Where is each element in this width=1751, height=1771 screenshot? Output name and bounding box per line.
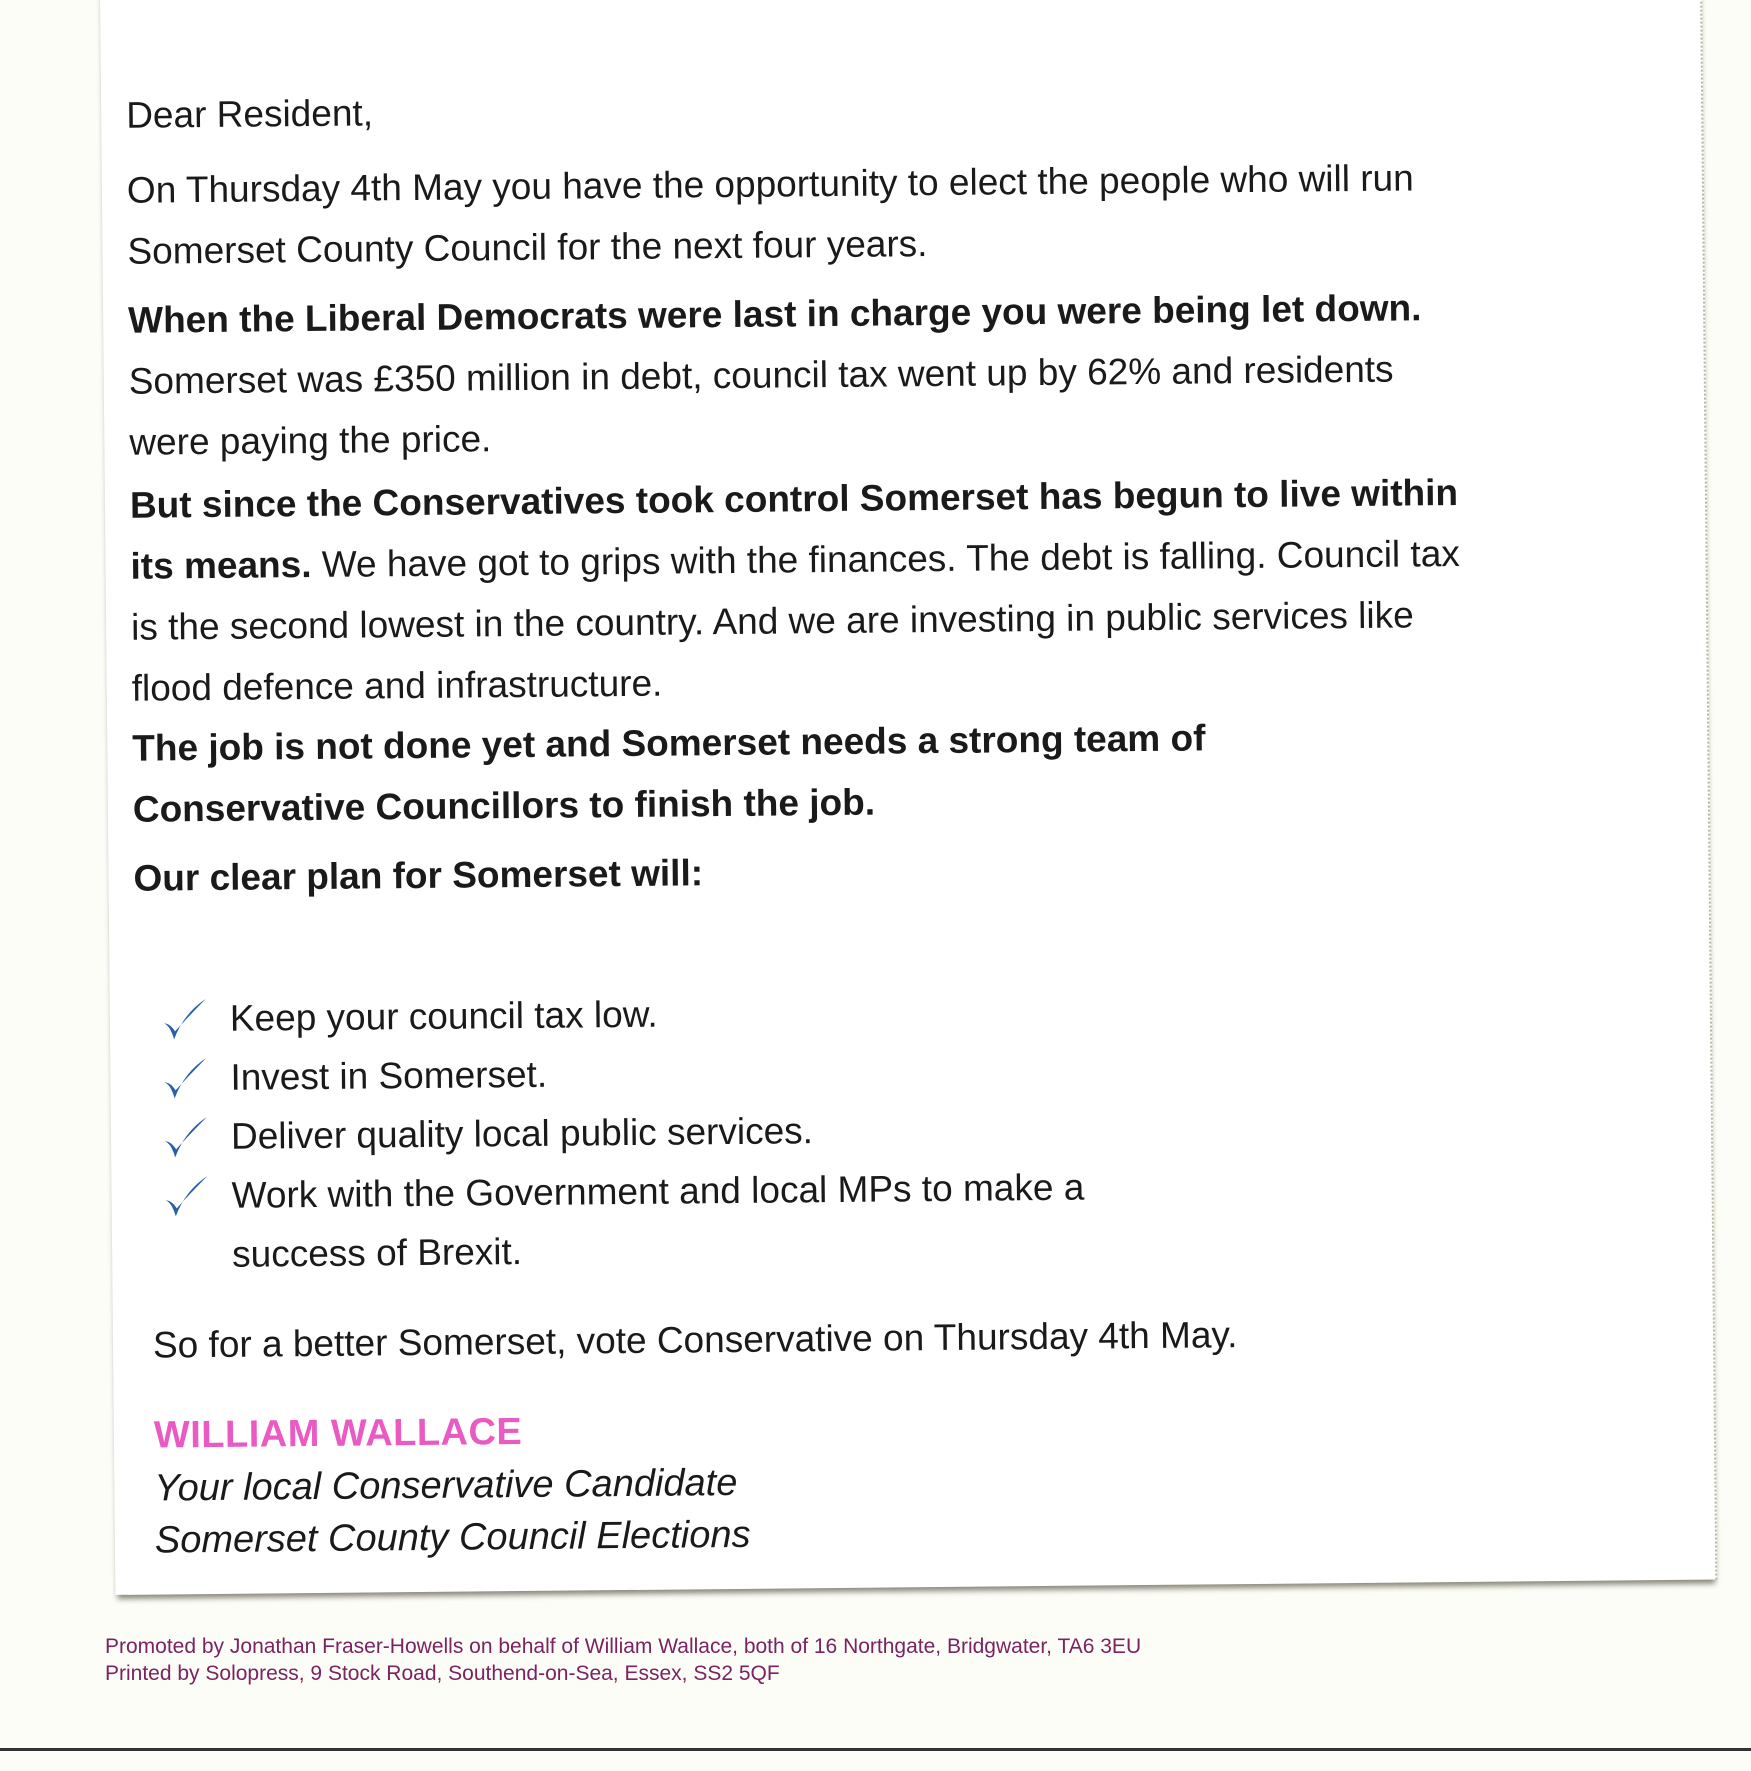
plan-item-text: Deliver quality local public services. [230,1110,814,1157]
paragraph-lib-dems-body: Somerset was £350 million in debt, council tax went up by 62% and residents were paying the price. [128,348,1394,463]
imprint-promoted: Promoted by Jonathan Fraser-Howells on behalf of William Wallace, both of 16 Northgate, Bridgwater, TA6 3EU [105,1635,1142,1658]
plan-item [161,1157,1132,1284]
plan-item-text: Work with the Government and local MPs to make a success of Brexit. [231,1166,1085,1275]
plan-item-text: Invest in Somerset. [230,1053,548,1098]
closing-line: So for a better Somerset, vote Conservative on Thursday 4th May. [152,1314,1238,1366]
imprint-printed: Printed by Solopress, 9 Stock Road, Southend-on-Sea, Essex, SS2 5QF [105,1662,780,1685]
paragraph-conservatives [130,462,1477,719]
candidate-name: WILLIAM WALLACE [153,1411,523,1457]
checkmark-icon [160,1054,210,1104]
paragraph-conservatives-body: We have got to grips with the finances. The debt is falling. Council tax is the second lowest in the country. And we are investing in public services like flood defence and infrastructure. [130,532,1460,709]
page-edge-rule [0,1748,1751,1751]
paragraph-election-intro: On Thursday 4th May you have the opportunity to elect the people who will run Somerset County Council for the next four years. [126,157,1414,272]
letter-card [100,0,1717,1595]
checkmark-icon [161,1172,211,1222]
plan-heading: Our clear plan for Somerset will: [133,852,704,899]
plan-item-text: Keep your council tax low. [229,993,658,1039]
checkmark-icon [160,995,210,1045]
paragraph-lib-dems [128,277,1480,473]
candidate-role: Your local Conservative Candidate [154,1461,738,1510]
candidate-election: Somerset County Council Elections [154,1513,751,1562]
plan-item [161,1096,1362,1167]
salutation: Dear Resident, [126,92,374,136]
paragraph-job-not-done: The job is not done yet and Somerset needs a strong team of Conservative Councillors to finish the job. [132,717,1206,830]
plan-list [160,978,1363,1285]
paragraph-conservatives-lead: But since the Conservatives took control Somerset has begun to live within its means. [129,471,1459,587]
checkmark-icon [161,1113,211,1163]
paragraph-lib-dems-lead: When the Liberal Democrats were last in charge you were being let down. [127,287,1422,341]
